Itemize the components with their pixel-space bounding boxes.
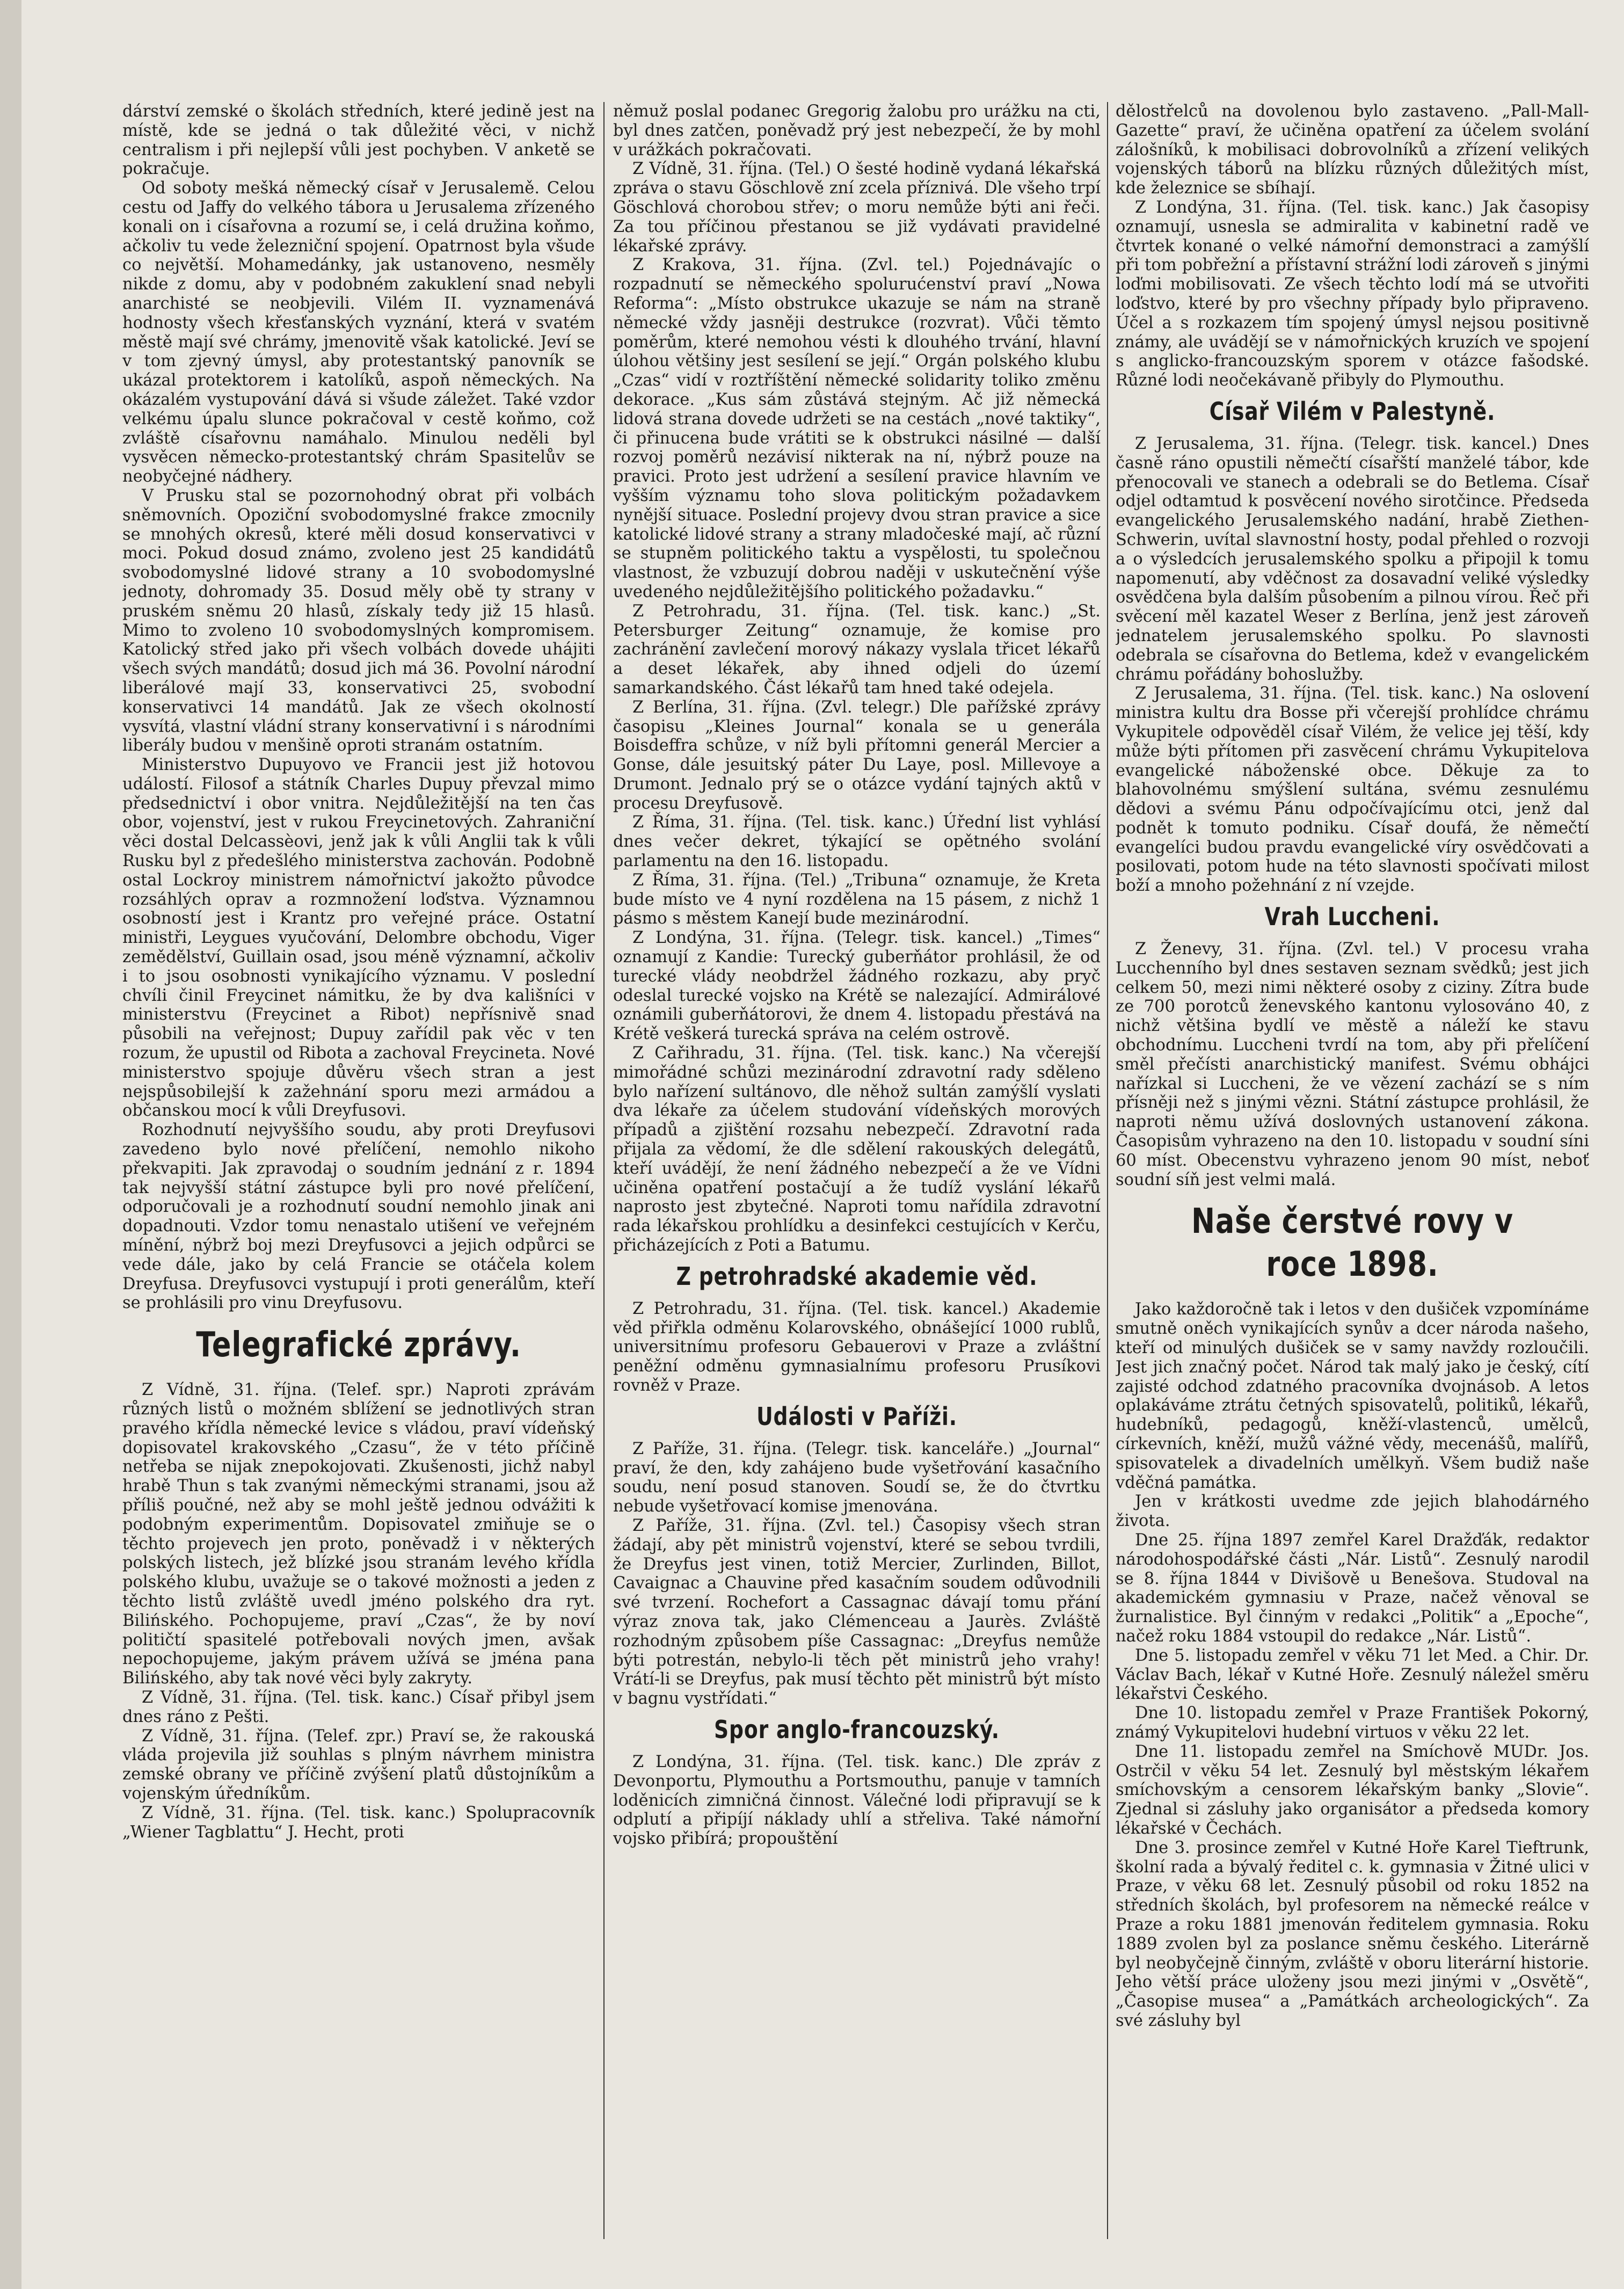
section-heading: Císař Vilém v Palestyně. — [1209, 396, 1496, 426]
article-paragraph: Z Vídně, 31. října. (Telef. zpr.) Praví se, že rakouská vláda projevila již souhlas s plným návrhem ministra zemské obrany ve příčině zvýšení platů důstojníkům a vojenským úředníkům. — [122, 1726, 595, 1803]
article-paragraph: Ministerstvo Dupuyovo ve Francii jest již hotovou událostí. Filosof a státník Charles Dupuy převzal mimo předsednictví i obor vnitra. Nejdůležitější na ten čas obor, vojenství, jest v rukou Freycinetových. Zahraniční věci dostal Delcassèovi, jenž jak k vůli Anglii tak k vůli Rusku byl z předešlého ministerstva zachován. Podobně ostal Lockroy ministrem námořnictví jakožto původce rozsáhlých oprav a rozmnožení loďstva. Významnou osobností jest i Krantz pro veřejné práce. Ostatní ministři, Leygues vyučování, Delombre obchodu, Viger zemědělství, Guillain osad, jsou méně významní, ačkoliv i to jsou osobnosti vynikajícího významu. V poslední chvíli činil Freycinet námitku, že by dva kališníci v ministerstvu (Freycinet a Ribot) nepřísnivě snad působili na veřejnost; Dupuy zařídil pak věc v ten rozum, že upustil od Ribota a zachoval Freycineta. Nové ministerstvo spojuje důvěru všech stran a jest nejspůsobilejší k zažehnání sporu mezi armádou a občanskou mocí k vůli Dreyfusovi. — [122, 755, 595, 1121]
article-paragraph: Z Říma, 31. října. (Tel.) „Tribuna“ oznamuje, že Kreta bude místo ve 4 nyní rozdělena na 15 pásem, z nichž 1 pásmo s městem Kanejí bude mezinárodní. — [613, 870, 1101, 928]
article-paragraph: Z Krakova, 31. října. (Zvl. tel.) Pojednávajíc o rozpadnutí se německého spolurućenství praví „Nowa Reforma“: „Místo obstrukce ukazuje se nám na straně německé vždy jasněji destrukce (rozvrat). Vůči těmto poměrům, které nemohou vésti k dlouhého trvání, hlavní úlohou většiny jest sesílení se její.“ Orgán polského klubu „Czas“ vidí v roztříštění německé solidarity toliko změnu dekorace. „Kus sám zůstává stejným. Ač již německá lidová strana dovede udržeti se na cestách „nové taktiky“, či přinucena bude vrátiti se k obstrukci násilné — další rozvoj poměrů nezávisí nikterak na ní, nýbrž pouze na pravici. Proto jest udržení a sesílení pravice hlavním ve vyšším významu toho slova politickým požadavkem nynější situace. Poslední projevy dvou stran pravice a sice katolické lidové strany a strany mladočeské mají, ač různí se stupněm politického taktu a vyspělosti, tu společnou vlastnost, že vzbuzují dobrou naději v uskutečnění výše uvedeného nejdůležitějšího politického požadavku.“ — [613, 256, 1101, 601]
section-heading: Naše čerstvé rovy v roce 1898. — [1191, 1202, 1513, 1285]
column-rule-2 — [1107, 102, 1108, 2239]
article-paragraph: Dne 5. listopadu zemřel v věku 71 let Med. a Chir. Dr. Václav Bach, lékař v Kutné Hoře. Zesnulý náležel směru lékařstvi Českého. — [1116, 1646, 1589, 1704]
article-paragraph: Z Cařihradu, 31. října. (Tel. tisk. kanc.) Na včerejší mimořádné schůzi mezinárodní zdravotní rady sděleno bylo nařízení sultánovo, dle něhož sultán zamýšlí vyslati dva lékaře za účelem studování vídeňských morových případů a zjištění rozsahu nebezpečí. Zdravotní rada přijala za vědomí, že dle sdělení rakouských delegátů, kteří uvádějí, že není žádného nebezpečí a že ve Vídni učiněna opatření postačují a že tudíž vyslání lékařů naprosto jest zbytečné. Naproti tomu nařídila zdravotní rada lékařskou prohlídku a desinfekci cestujících v Kerču, přicházejících z Poti a Batumu. — [613, 1044, 1101, 1255]
article-paragraph: Rozhodnutí nejvyššího soudu, aby proti Dreyfusovi zavedeno bylo nové přelíčení, nemohlo nikoho překvapiti. Jak zpravodaj o soudním jednání z r. 1894 tak nejvyšší státní zástupce byli pro nové přelíčení, odporučovali je a rozhodnutí soudní nemohlo jinak ani dopadnouti. Vzdor tomu nenastalo utišení ve veřejném mínění, nýbrž boj mezi Dreyfusovci a jejich odpůrci se vede dále, jako by celá Francie se otáčela kolem Dreyfusa. Dreyfusovci vystupují i proti generálům, kteří se prohlásili pro vinu Dreyfusovu. — [122, 1121, 595, 1313]
article-paragraph: dárství zemské o školách středních, které jedině jest na místě, kde se jedná o tak důležité věci, v nichž centralism i při nejlepší vůli jest pochyben. V anketě se pokračuje. — [122, 102, 595, 179]
column-rule-1 — [603, 102, 605, 2239]
article-paragraph: Z Petrohradu, 31. října. (Tel. tisk. kanc.) „St. Petersburger Zeitung“ oznamuje, že komise pro zachránění zavlečení morový nákazy vyslala třicet lékařů a deset lékařek, aby ihned odjeli do území samarkandského. Část lékařů tam hned také odejela. — [613, 601, 1101, 697]
section-heading: Vrah Luccheni. — [1264, 902, 1440, 932]
article-paragraph: Z Vídně, 31. října. (Tel.) O šesté hodině vydaná lékařská zpráva o stavu Göschlově zní zcela příznivá. Dle všeho trpí Göschlová chorobou střev; o moru nemůže býti ani řeči. Za tou příčinou přestanou se již vydávati pravidelné lékařské zprávy. — [613, 159, 1101, 256]
section-heading: Telegrafické zprávy. — [196, 1325, 521, 1365]
article-paragraph: dělostřelců na dovolenou bylo zastaveno. „Pall-Mall-Gazette“ praví, že učiněna opatření za účelem svolání zálošníků, k mobilisaci dobrovolníků a zřízení velikých vojenských táborů na blízku různých důležitých míst, kde železnice se sbíhají. — [1116, 102, 1589, 198]
article-paragraph: Dne 25. října 1897 zemřel Karel Dražďák, redaktor národohospodářské části „Nár. Listů“. Zesnulý narodil se 8. října 1844 v Divišově u Benešova. Studoval na akademickém gymnasiu v Praze, načež věnoval se žurnalistice. Byl činným v redakci „Politik“ a „Epoche“, načež roku 1884 vstoupil do redakce „Nár. Listů“. — [1116, 1531, 1589, 1646]
article-paragraph: Z Říma, 31. října. (Tel. tisk. kanc.) Úřední list vyhlásí dnes večer dekret, týkající se opětného svolání parlamentu na den 16. listopadu. — [613, 813, 1101, 871]
article-paragraph: Od soboty mešká německý císař v Jerusalemě. Celou cestu od Jaffy do velkého tábora u Jerusalema zřízeného konali on i císařovna a rozumí se, i celá družina koňmo, ačkoliv tu vede železniční spojení. Opatrnost byla všude co největší. Mohamedánky, jak ustanoveno, nesměly nikde z domu, aby v podobném zakuklení snad nebyli anarchisté se neobjevili. Vilém II. vyznamenává hodnosty všech křesťanských vyznání, která v svatém městě mají své chrámy, jmenovitě však katolické. Jeví se v tom zjevný úmysl, aby protestantský panovník se ukázal protektorem i katolíků, aspoň německých. Na okázalém vystupování dává si všude záležet. Také vzdor velkému úpalu slunce pokračoval v cestě koňmo, což zvláště císařovnu namáhalo. Minulou neděli byl vysvěcen německo-protestantský chrám Spasitelův se neobyčejné nádhery. — [122, 179, 595, 486]
article-paragraph: němuž poslal podanec Gregorig žalobu pro urážku na cti, byl dnes zatčen, poněvadž prý jest nebezpečí, že by mohl v urážkách pokračovati. — [613, 102, 1101, 159]
article-paragraph: Dne 10. listopadu zemřel v Praze František Pokorný, známý Vykupitelovi hudební virtuos v věku 22 let. — [1116, 1704, 1589, 1742]
column-2 — [613, 102, 1101, 2266]
article-paragraph: Z Vídně, 31. října. (Tel. tisk. kanc.) Císař přibyl jsem dnes ráno z Pešti. — [122, 1688, 595, 1726]
column-1 — [122, 102, 595, 2266]
article-paragraph: Z Londýna, 31. října. (Tel. tisk. kanc.) Jak časopisy oznamují, usnesla se admiralita v kabinetní radě ve čtvrtek konané o velké námořní demonstraci a zamýšlí při tom pobřežní a přístavní strážní lodi zároveň s jinými loďmi mobilisovati. Ze všech těchto lodí má se utvořiti loďstvo, které by pro všechny případy bylo připraveno. Účel a s rozkazem tím spojený úmysl nejsou positivně známy, ale uvádějí se v námořnických kruzích ve spojení s anglicko-francouzským sporem v otázce fašodské. Různé lodi neočekávaně přibyly do Plymouthu. — [1116, 198, 1589, 390]
article-paragraph: Z Paříže, 31. října. (Zvl. tel.) Časopisy všech stran žádají, aby pět ministrů vojenství, které se sebou tvrdili, že Dreyfus jest vinen, totiž Mercier, Zurlinden, Billot, Cavaignac a Chauvine před kasačním soudem odůvodnili své tvrzení. Rochefort a Cassagnac dávají tomu přání výraz znova tak, jako Clémenceau a Jaurès. Zvláště rozhodným způsobem píše Cassagnac: „Dreyfus nemůže býti potrestán, nebylo-li těch pět ministrů jeho vrahy! Vrátí-li se Dreyfus, pak musí těchto pět ministrů být místo v bagnu vystřídati.“ — [613, 1516, 1101, 1709]
article-paragraph: V Prusku stal se pozornohodný obrat při volbách sněmovních. Opoziční svobodomyslné frakce zmocnily se mnohých okresů, které měli dosud konservativci v moci. Pokud dosud známo, zvoleno jest 25 kandidátů svobodomyslné lidové strany a 10 svobodomyslné jednoty, dohromady 35. Dosud měly obě ty strany v pruském sněmu 20 hlasů, získaly tedy již 15 hlasů. Mimo to zvoleno 10 svobodomyslných kompromisem. Katolický střed jako při všech volbách dovede uhájiti všech svých mandátů; dosud jich má 36. Povolní národní liberálové mají 33, konservativci 25, svobodní konservativci 14 mandátů. Jak ze všech okolností vysvítá, vlastní vládní strany konservativní i s národními liberály budou v menšině oproti stranám ostatním. — [122, 486, 595, 755]
left-page-edge — [0, 0, 21, 2289]
article-paragraph: Z Londýna, 31. října. (Tel. tisk. kanc.) Dle zpráv z Devonportu, Plymouthu a Portsmouthu, panuje v tamních loděnicích zimničná činnost. Válečné lodi připravují se k odplutí a připíjí náklady uhlí a střeliva. Také námořní vojsko přibírá; propouštění — [613, 1752, 1101, 1849]
section-heading: Spor anglo-francouzský. — [714, 1714, 1000, 1744]
article-paragraph: Dne 3. prosince zemřel v Kutné Hoře Karel Tieftrunk, školní rada a bývalý ředitel c. k. gymnasia v Žitné ulici v Praze, v věku 68 let. Zesnulý působil od roku 1852 na středních školách, byl profesorem na německé reálce v Praze a roku 1881 jmenován ředitelem gymnasia. Roku 1889 zvolen byl za poslance sněmu českého. Literárně byl neobyčejně činným, zvláště v oboru literární historie. Jeho větší práce uloženy jsou mezi jinými v „Osvětě“, „Časopise musea“ a „Památkách archeologických“. Za své zásluhy byl — [1116, 1838, 1589, 2030]
article-paragraph: Jako každoročně tak i letos v den dušiček vzpomínáme smutně oněch vynikajících synův a dcer národa našeho, kteří od minulých dušiček se v samy navždy rozloučili. Jest jich značný počet. Národ tak malý jako je český, cítí zajisté odchod zdatného pracovníka dvojnásob. A letos oplakáváme ztrátu četných spisovatelů, politiků, lékařů, hudebníků, pedagogů, kněží-vlastenců, umělců, církevních, kněží, mužů vážné vědy, mecenášů, malířů, spisovatelek a divadelních umělkyň. Všem budiž naše vděčná památka. — [1116, 1300, 1589, 1492]
article-paragraph: Z Jerusalema, 31. října. (Telegr. tisk. kancel.) Dnes časně ráno opustili němečtí císařští manželé tábor, kde přenocovali ve stanech a odebrali se do Betlema. Císař odjel odtamtud k posvěcení nového sirotčince. Předseda evangelického Jerusalemského nadání, hrabě Ziethen-Schwerin, uvítal slavnostní hosty, podal přehled o rozvoji a o výsledcích jerusalemského spolku a připojil k tomu napomenutí, aby vděčnost za dosavadní veliké výsledky osvědčena byla dalším působením a pilnou vírou. Řeč při svěcení měl kazatel Weser z Berlína, jenž jest zároveň jednatelem jerusalemského spolku. Po slavnosti odebrala se císařovna do Betlema, kdež v evangelickém chrámu pořádány bohoslužby. — [1116, 434, 1589, 684]
article-paragraph: Z Petrohradu, 31. října. (Tel. tisk. kancel.) Akademie věd přiřkla odměnu Kolarovského, obnášející 1000 rublů, universitnímu profesoru Gebauerovi v Praze a zvláštní peněžní odměnu gymnasialnímu profesoru Prusíkovi rovněž v Praze. — [613, 1299, 1101, 1395]
article-paragraph: Z Vídně, 31. října. (Telef. spr.) Naproti zprávám různých listů o možném sblížení se jednotlivých stran pravého křídla německé levice s vládou, praví vídeňský dopisovatel krakovského „Czasu“, že v této příčině netřeba se nijak znepokojovati. Zkušenosti, jichž nabyl hrabě Thun s tak zvanými německými stranami, jsou až příliš poučné, než aby se mohl ještě jednou odvážiti k podobným experimentům. Dopisovatel zmiňuje se o těchto projevech jen proto, poněvadž i v některých polských listech, jež blízké jsou stranám levého křídla polského klubu, uvažuje se o takové možnosti a jeden z těchto listů zvláště uvedl jméno polského dra ryt. Bilińského. Pochopujeme, praví „Czas“, že by noví političtí spasitelé potřebovali nových jmen, avšak nepochopujeme, jakým právem užívá se jména pana Bilińského, aby tak nové věci byly zakryty. — [122, 1380, 595, 1688]
article-paragraph: Z Ženevy, 31. října. (Zvl. tel.) V procesu vraha Lucchenního byl dnes sestaven seznam svědků; jest jich celkem 50, mezi nimi některé osoby z ciziny. Zítra bude ze 700 porotců ženevského kantonu vylosováno 40, z nichž většina bydlí ve městě a náleží ke stavu obchodnímu. Luccheni tvrdí na tom, aby při přelíčení směl přečísti anarchistický manifest. Svému obhájci nařízkal si Luccheni, že ve vězení zachází se s ním přísněji než s jinými vězni. Státní zástupce prohlásil, že naproti němu užívá doslovných ustanovení zákona. Časopisům vyhrazeno na den 10. listopadu v soudní síni 60 míst. Obecenstvu vyhrazeno jenom 90 míst, neboť soudní síň jest velmi malá. — [1116, 940, 1589, 1189]
column-3 — [1116, 102, 1589, 2266]
article-paragraph: Z Berlína, 31. října. (Zvl. telegr.) Dle pařížské zprávy časopisu „Kleines Journal“ konala se u generála Boisdeffra schůze, v níž byli přítomni generál Mercier a Gonse, dále jesuitský páter Du Laye, posl. Millevoye a Drumont. Jednalo prý se o otázce vydání tajných aktů v procesu Dreyfusově. — [613, 697, 1101, 813]
article-paragraph: Jen v krátkosti uvedme zde jejich blahodárného života. — [1116, 1492, 1589, 1531]
section-heading: Události v Paříži. — [756, 1401, 957, 1431]
section-heading: Z petrohradské akademie věd. — [676, 1261, 1038, 1291]
article-paragraph: Z Jerusalema, 31. října. (Tel. tisk. kanc.) Na oslovení ministra kultu dra Bosse při včerejší prohlídce chrámu Vykupitele odpověděl císař Vilém, že velice jej těší, kdy může býti přítomen při zasvěcení chrámu Vykupitelova evangelické náboženské obce. Děkuje za to blahovolnému smýšlení sultána, svému zesnulému dědovi a svému Pánu odpočívajícímu otci, jenž dal podnět k tomuto podniku. Císař doufá, že němečtí evangelíci budou pravdu evangelické víry osvědčovati a posilovati, potom hude na této slavnosti spočívati milost boží a mnoho požehnání z ní vzejde. — [1116, 684, 1589, 896]
article-paragraph: Dne 11. listopadu zemřel na Smíchově MUDr. Jos. Ostrčil v věku 54 let. Zesnulý byl městským lékařem smíchovským a censorem lékařským banky „Slovie“. Zjednal si zásluhy jako organisátor a předseda komory lékařské v Čechách. — [1116, 1742, 1589, 1838]
article-paragraph: Z Paříže, 31. října. (Telegr. tisk. kanceláře.) „Journal“ praví, že den, kdy zahájeno bude vyšetřování kasačního soudu, není posud stanoven. Soudí se, že do čtvrtku nebude vyšetřovací komise jmenována. — [613, 1439, 1101, 1516]
article-paragraph: Z Londýna, 31. října. (Telegr. tisk. kancel.) „Times“ oznamují z Kandie: Turecký guberňátor prohlásil, že od turecké vlády neobdržel žádného rozkazu, aby pryč odeslal turecké vojsko na Krétě se nalezající. Admirálové oznámili guberňátorovi, že dnem 4. listopadu přestává na Krétě veškerá turecká správa na celém ostrově. — [613, 928, 1101, 1044]
article-paragraph: Z Vídně, 31. října. (Tel. tisk. kanc.) Spolupracovník „Wiener Tagblattu“ J. Hecht, proti — [122, 1803, 595, 1842]
